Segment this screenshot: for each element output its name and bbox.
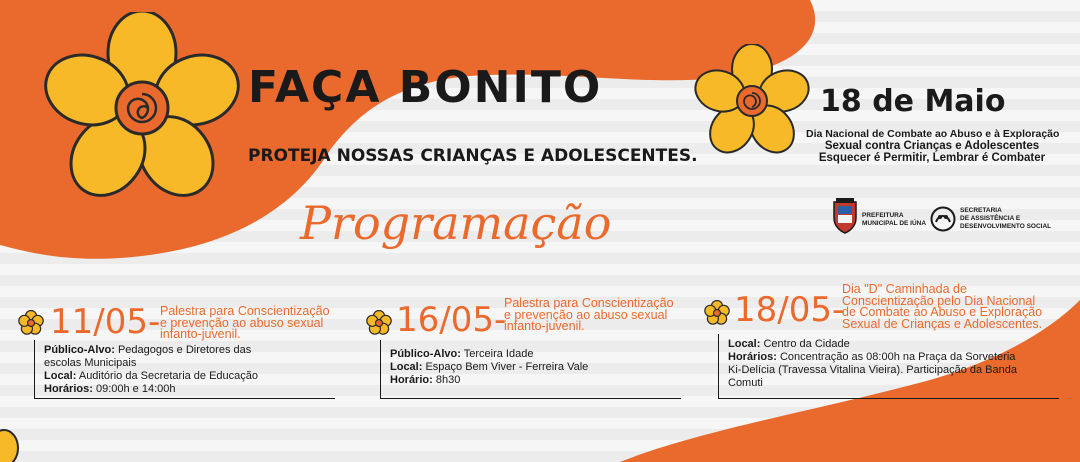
- event-3-date: 18/05-: [734, 290, 845, 330]
- prefeitura-crest-icon: [832, 198, 858, 234]
- event-3-flower-icon: [704, 300, 730, 326]
- tagline-line-3: Esquecer é Permitir, Lembrar é Combater: [818, 152, 1046, 164]
- secretaria-logo-text: SECRETARIA DE ASSISTÊNCIA E DESENVOLVIMENTO SOCIAL: [960, 207, 1052, 230]
- event-1-details: Público-Alvo: Pedagogos e Diretores das escolas Municipais Local: Auditório da Secretaria de Educação Horários: 09:00h e 14:00h: [44, 344, 259, 395]
- flower-partial-icon: [0, 426, 30, 462]
- secretaria-logo-icon: [930, 206, 956, 232]
- event-2-details: Público-Alvo: Terceira Idade Local: Espaço Bem Viver - Ferreira Vale Horário: 8h30: [390, 348, 589, 386]
- campaign-title: FAÇA BONITO: [248, 62, 603, 113]
- tagline-line-2: Sexual contra Crianças e Adolescentes: [824, 140, 1040, 152]
- flower-large-icon: [40, 12, 245, 202]
- event-2-title: Palestra para Conscientização e prevenção ao abuso sexual infanto-juvenil.: [504, 296, 674, 333]
- event-3-title: Dia "D" Caminhada de Conscientização pelo Dia Nacional de Combate ao Abuso e Exploração Sexual de Crianças e Adolescentes.: [842, 282, 1043, 331]
- campaign-tagline: [806, 128, 1058, 164]
- flower-medium-icon: [692, 44, 812, 156]
- event-1-title: Palestra para Conscientização e prevenção ao abuso sexual infanto-juvenil.: [160, 304, 330, 341]
- tagline-line-1: Dia Nacional de Combate ao Abuso e à Exploração: [806, 128, 1060, 140]
- event-2-date: 16/05-: [396, 300, 507, 340]
- campaign-subtitle: PROTEJA NOSSAS CRIANÇAS E ADOLESCENTES.: [248, 146, 698, 166]
- event-1-flower-icon: [18, 310, 44, 336]
- event-2-flower-icon: [366, 310, 392, 336]
- event-1-date: 11/05-: [50, 302, 161, 342]
- programacao-heading: Programação: [300, 196, 612, 250]
- prefeitura-logo-text: PREFEITURA MUNICIPAL DE IÚNA: [862, 212, 927, 227]
- campaign-date: 18 de Maio: [820, 84, 1006, 119]
- event-3-details: Local: Centro da Cidade Horários: Concentração as 08:00h na Praça da Sorveteria Ki-Delícia (Travessa Vitalina Vieira). Participação da Banda Comuti: [728, 338, 1017, 389]
